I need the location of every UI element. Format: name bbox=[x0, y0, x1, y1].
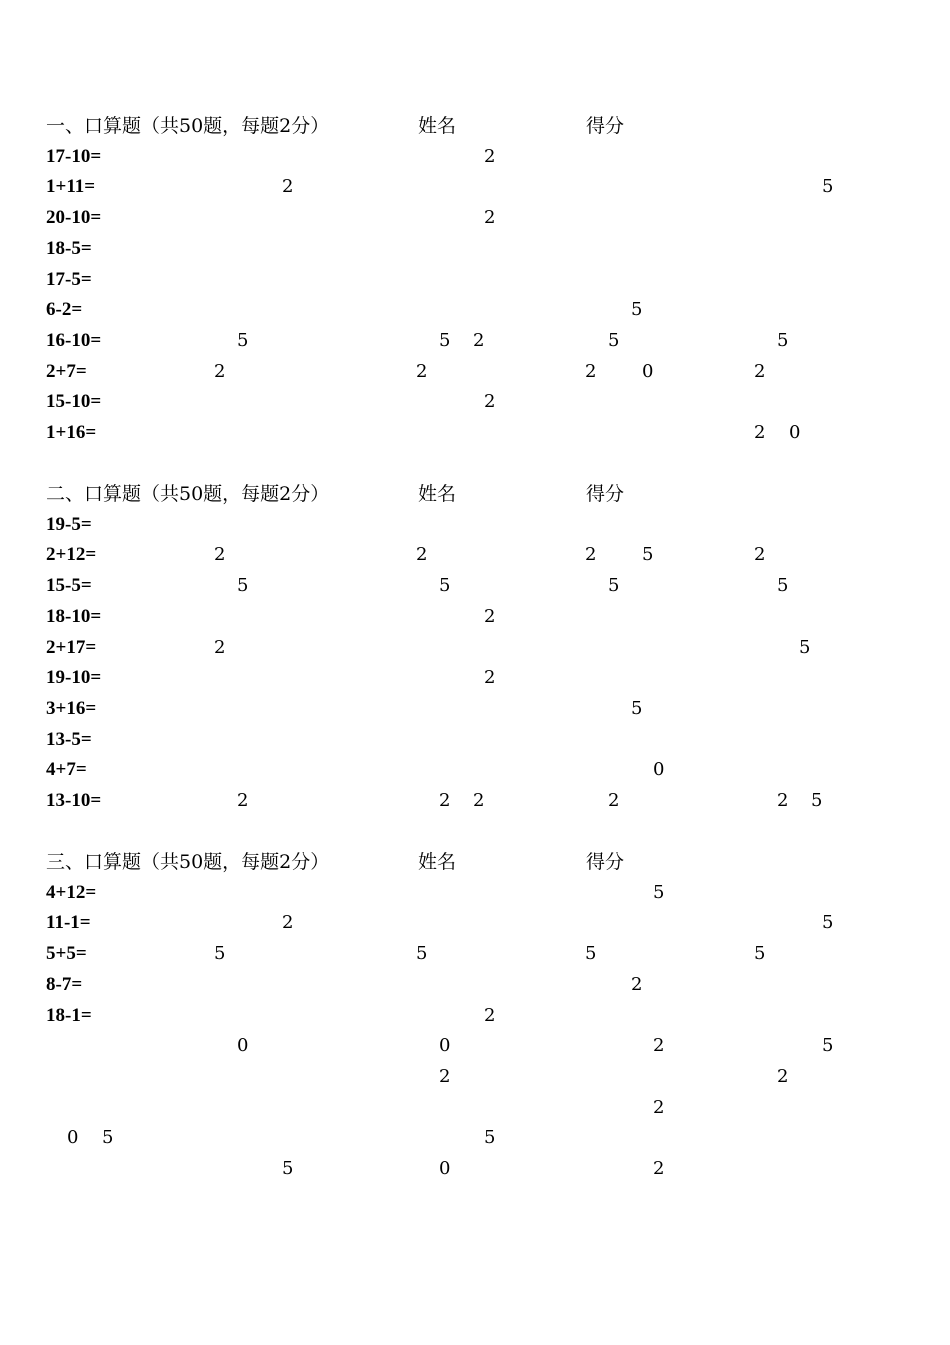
stray-digit: 5 bbox=[608, 575, 620, 597]
problem-row bbox=[0, 908, 950, 938]
stray-digit: 2 bbox=[416, 360, 428, 382]
problem-row bbox=[0, 1001, 950, 1031]
stray-digit: 0 bbox=[439, 1158, 451, 1179]
stray-digit: 2 bbox=[214, 544, 226, 566]
stray-digit: 2 bbox=[416, 544, 428, 566]
stray-digit: 2 bbox=[473, 329, 485, 351]
section-title: 三、口算题（共50题，每题2分） bbox=[46, 851, 330, 873]
arithmetic-problem: 13-5= bbox=[46, 728, 92, 750]
stray-digit: 5 bbox=[102, 1127, 114, 1149]
stray-digit: 5 bbox=[754, 943, 766, 965]
stray-digit: 5 bbox=[653, 881, 665, 903]
stray-digit: 2 bbox=[653, 1096, 665, 1118]
problem-row bbox=[0, 970, 950, 1000]
stray-digit: 5 bbox=[585, 943, 597, 965]
arithmetic-problem: 1+16= bbox=[46, 422, 97, 443]
stray-digit: 5 bbox=[777, 329, 789, 351]
arithmetic-problem: 18-1= bbox=[46, 1004, 92, 1026]
problem-row bbox=[0, 172, 950, 202]
stray-digit: 5 bbox=[484, 1127, 496, 1149]
problem-row bbox=[0, 418, 950, 448]
stray-digit: 2 bbox=[585, 544, 597, 566]
problem-row bbox=[0, 878, 950, 908]
stray-digit: 5 bbox=[799, 636, 811, 658]
arithmetic-problem: 5+5= bbox=[46, 943, 87, 965]
stray-digit: 2 bbox=[439, 790, 451, 811]
score-label: 得分 bbox=[586, 483, 625, 505]
section-header bbox=[0, 111, 950, 141]
stray-digit: 5 bbox=[237, 575, 249, 597]
problem-row bbox=[0, 203, 950, 233]
stray-digit: 5 bbox=[631, 697, 643, 719]
problem-row bbox=[0, 510, 950, 540]
problem-row bbox=[0, 939, 950, 969]
name-label: 姓名 bbox=[418, 483, 457, 505]
problem-row bbox=[0, 234, 950, 264]
problem-row bbox=[0, 265, 950, 295]
stray-digit: 5 bbox=[439, 329, 451, 351]
arithmetic-problem: 3+16= bbox=[46, 697, 97, 719]
stray-digit: 2 bbox=[653, 1035, 665, 1057]
arithmetic-problem: 4+7= bbox=[46, 759, 87, 781]
stray-digit: 2 bbox=[439, 1065, 451, 1087]
problem-row bbox=[0, 357, 950, 387]
stray-digit: 0 bbox=[237, 1035, 249, 1057]
section-header bbox=[0, 479, 950, 509]
stray-digit: 2 bbox=[484, 145, 496, 167]
stray-digit: 0 bbox=[653, 759, 665, 781]
stray-digit: 2 bbox=[282, 912, 294, 934]
stray-digit: 2 bbox=[754, 422, 766, 443]
section-title: 一、口算题（共50题，每题2分） bbox=[46, 115, 330, 137]
name-label: 姓名 bbox=[418, 115, 457, 137]
problem-row bbox=[0, 142, 950, 172]
arithmetic-problem: 13-10= bbox=[46, 790, 102, 811]
stray-digit: 5 bbox=[822, 1035, 834, 1057]
problem-row bbox=[0, 1093, 950, 1123]
arithmetic-problem: 11-1= bbox=[46, 912, 91, 934]
stray-digit: 2 bbox=[653, 1158, 665, 1179]
score-label: 得分 bbox=[586, 115, 625, 137]
problem-row bbox=[0, 633, 950, 663]
arithmetic-problem: 15-10= bbox=[46, 391, 102, 413]
stray-digit: 5 bbox=[214, 943, 226, 965]
arithmetic-problem: 19-5= bbox=[46, 513, 92, 535]
stray-digit: 5 bbox=[822, 912, 834, 934]
stray-digit: 2 bbox=[608, 790, 620, 811]
problem-row bbox=[0, 540, 950, 570]
stray-digit: 2 bbox=[214, 636, 226, 658]
problem-row bbox=[0, 755, 950, 785]
stray-digit: 5 bbox=[811, 790, 823, 811]
problem-row bbox=[0, 326, 950, 356]
stray-digit: 2 bbox=[585, 360, 597, 382]
arithmetic-problem: 2+7= bbox=[46, 360, 87, 382]
arithmetic-problem: 2+17= bbox=[46, 636, 97, 658]
arithmetic-problem: 19-10= bbox=[46, 667, 102, 689]
stray-digit: 0 bbox=[789, 422, 801, 443]
problem-row bbox=[0, 387, 950, 417]
arithmetic-problem: 20-10= bbox=[46, 207, 102, 229]
stray-digit: 5 bbox=[282, 1158, 294, 1179]
stray-digit: 2 bbox=[484, 207, 496, 229]
stray-digit: 2 bbox=[484, 391, 496, 413]
section-header bbox=[0, 847, 950, 877]
stray-digit: 0 bbox=[642, 360, 654, 382]
stray-digit: 2 bbox=[631, 973, 643, 995]
problem-row bbox=[0, 694, 950, 724]
problem-row bbox=[0, 725, 950, 755]
arithmetic-problem: 17-5= bbox=[46, 268, 92, 290]
arithmetic-problem: 6-2= bbox=[46, 299, 83, 321]
problem-row bbox=[0, 1154, 950, 1184]
stray-digit: 2 bbox=[777, 790, 789, 811]
stray-digit: 2 bbox=[754, 544, 766, 566]
section-title: 二、口算题（共50题，每题2分） bbox=[46, 483, 330, 505]
stray-digit: 5 bbox=[642, 544, 654, 566]
stray-digit: 2 bbox=[777, 1065, 789, 1087]
stray-digit: 5 bbox=[439, 575, 451, 597]
arithmetic-problem: 4+12= bbox=[46, 881, 97, 903]
stray-digit: 2 bbox=[214, 360, 226, 382]
stray-digit: 2 bbox=[484, 605, 496, 627]
stray-digit: 5 bbox=[777, 575, 789, 597]
stray-digit: 2 bbox=[473, 790, 485, 811]
arithmetic-problem: 16-10= bbox=[46, 329, 102, 351]
arithmetic-problem: 18-10= bbox=[46, 605, 102, 627]
arithmetic-problem: 15-5= bbox=[46, 575, 92, 597]
stray-digit: 2 bbox=[484, 1004, 496, 1026]
stray-digit: 2 bbox=[237, 790, 249, 811]
arithmetic-problem: 8-7= bbox=[46, 973, 83, 995]
stray-digit: 5 bbox=[416, 943, 428, 965]
problem-row bbox=[0, 1031, 950, 1061]
arithmetic-problem: 17-10= bbox=[46, 145, 102, 167]
stray-digit: 5 bbox=[631, 299, 643, 321]
stray-digit: 2 bbox=[754, 360, 766, 382]
problem-row bbox=[0, 786, 950, 816]
stray-digit: 2 bbox=[484, 667, 496, 689]
score-label: 得分 bbox=[586, 851, 625, 873]
stray-digit: 0 bbox=[439, 1035, 451, 1057]
problem-row bbox=[0, 602, 950, 632]
name-label: 姓名 bbox=[418, 851, 457, 873]
arithmetic-problem: 1+11= bbox=[46, 176, 96, 198]
stray-digit: 5 bbox=[237, 329, 249, 351]
problem-row bbox=[0, 1062, 950, 1092]
arithmetic-problem: 2+12= bbox=[46, 544, 97, 566]
problem-row bbox=[0, 295, 950, 325]
stray-digit: 5 bbox=[608, 329, 620, 351]
arithmetic-problem: 18-5= bbox=[46, 237, 92, 259]
stray-digit: 2 bbox=[282, 176, 294, 198]
problem-row bbox=[0, 1123, 950, 1153]
stray-digit: 5 bbox=[822, 176, 834, 198]
problem-row bbox=[0, 571, 950, 601]
problem-row bbox=[0, 663, 950, 693]
stray-digit: 0 bbox=[67, 1127, 79, 1149]
